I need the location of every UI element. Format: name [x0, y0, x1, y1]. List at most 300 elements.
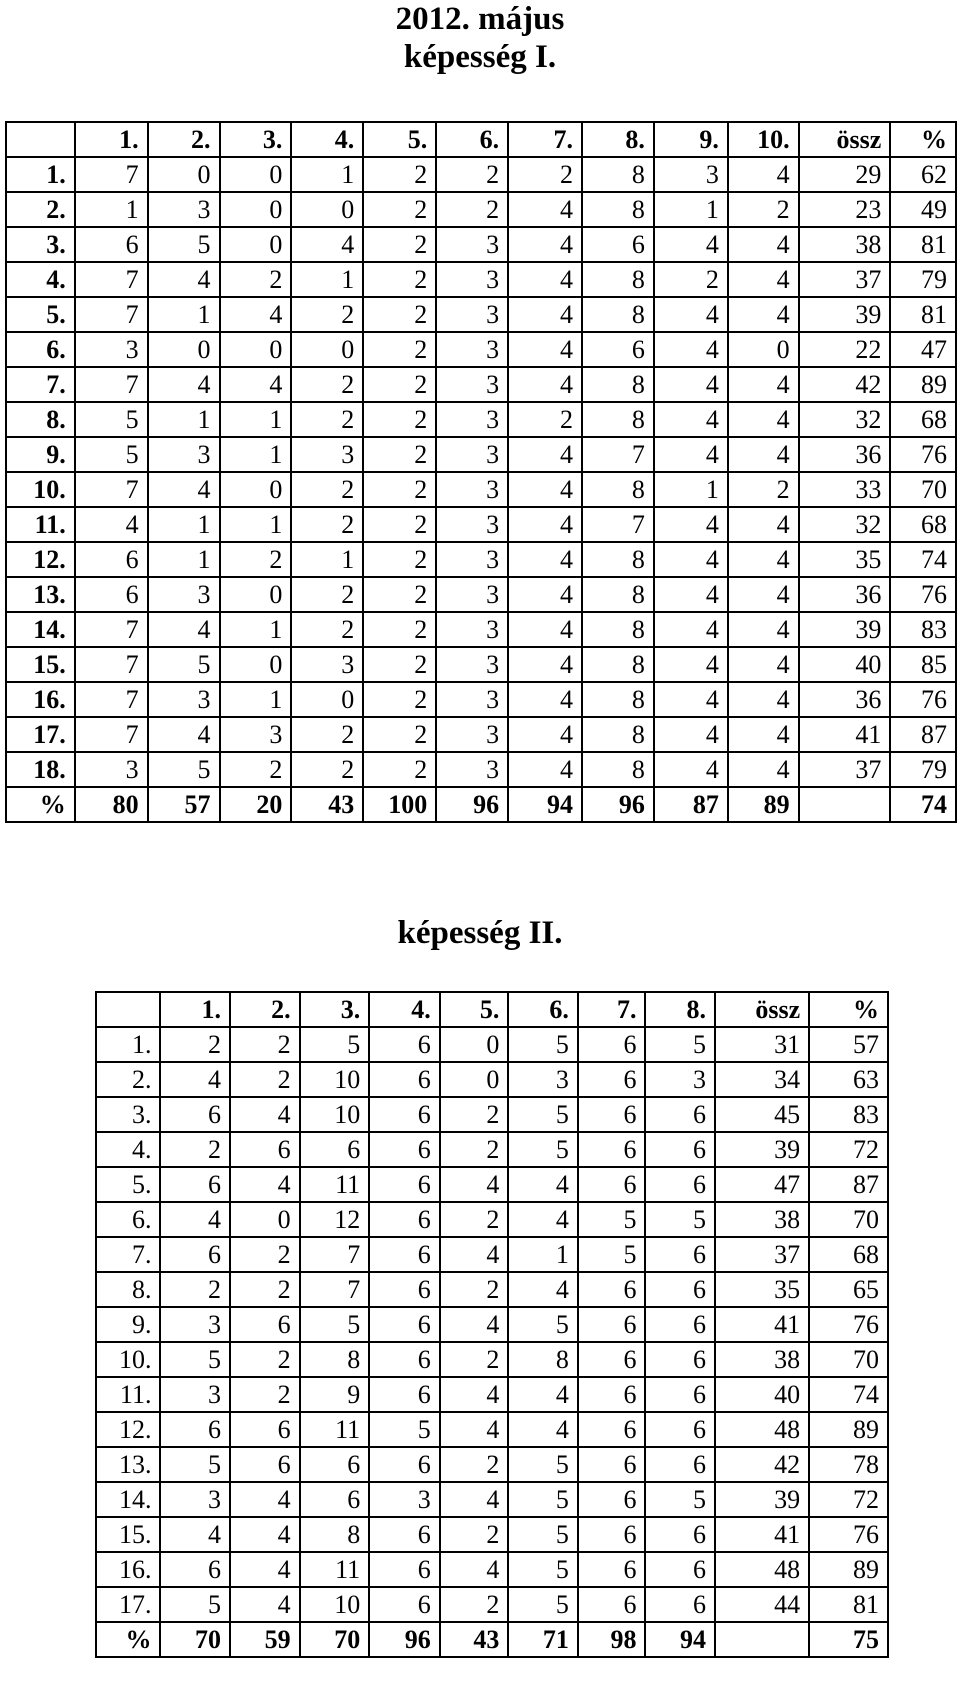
table-cell: 4: [654, 367, 728, 402]
table-cell: 98: [578, 1622, 646, 1657]
table-cell: 2: [291, 507, 363, 542]
row-label: 14.: [6, 612, 75, 647]
row-label: 4.: [96, 1132, 160, 1167]
table-cell: 4: [160, 1062, 230, 1097]
row-label: 5.: [96, 1167, 160, 1202]
row-label: 13.: [6, 577, 75, 612]
row-label: 5.: [6, 297, 75, 332]
table-cell: 3.: [300, 992, 370, 1027]
table-cell: 87: [809, 1167, 888, 1202]
row-label: [6, 122, 75, 157]
table-cell: 3: [436, 227, 508, 262]
table-cell: 4: [654, 332, 728, 367]
table-cell: 39: [715, 1482, 809, 1517]
table-cell: 6: [578, 1167, 646, 1202]
table-cell: 4: [508, 227, 582, 262]
table-cell: 4: [728, 507, 799, 542]
table-cell: 7: [75, 367, 148, 402]
table-cell: 49: [890, 192, 956, 227]
table-cell: 2: [291, 612, 363, 647]
table-cell: 2: [363, 507, 436, 542]
table-cell: 6: [578, 1412, 646, 1447]
table-cell: 5: [148, 647, 220, 682]
table-cell: 6: [369, 1062, 440, 1097]
table-cell: 5: [508, 1097, 578, 1132]
table-cell: 8: [300, 1342, 370, 1377]
table-cell: 4: [654, 717, 728, 752]
table-cell: 4.: [369, 992, 440, 1027]
table-cell: 39: [799, 297, 891, 332]
table-cell: 4: [508, 507, 582, 542]
table-row: [6, 577, 956, 612]
table-cell: 1: [220, 682, 292, 717]
table-cell: 3: [148, 682, 220, 717]
table-cell: 43: [440, 1622, 509, 1657]
table-cell: 0: [220, 192, 292, 227]
table-cell: 8: [582, 157, 654, 192]
table-cell: 37: [799, 752, 891, 787]
table-cell: 33: [799, 472, 891, 507]
table-cell: 4: [440, 1482, 509, 1517]
table-row: [96, 1132, 888, 1167]
table-cell: 79: [890, 262, 956, 297]
row-label: 18.: [6, 752, 75, 787]
table-cell: 5: [148, 227, 220, 262]
table-cell: 76: [890, 577, 956, 612]
table-cell: 2: [230, 1237, 300, 1272]
table-cell: 4: [291, 227, 363, 262]
table-cell: 68: [890, 507, 956, 542]
table-cell: 63: [809, 1062, 888, 1097]
table-cell: 3: [160, 1482, 230, 1517]
table-cell: 74: [809, 1377, 888, 1412]
table-cell: 70: [809, 1342, 888, 1377]
table-cell: 1: [220, 612, 292, 647]
table-cell: 3: [75, 752, 148, 787]
table-cell: 7.: [578, 992, 646, 1027]
table-cell: össz: [799, 122, 891, 157]
table-cell: 7: [300, 1237, 370, 1272]
table-cell: 94: [645, 1622, 715, 1657]
table-cell: 41: [799, 717, 891, 752]
table-cell: 2: [508, 157, 582, 192]
table-cell: 4: [440, 1552, 509, 1587]
table-cell: 2: [436, 192, 508, 227]
table-cell: 4: [508, 682, 582, 717]
table-cell: 8.: [582, 122, 654, 157]
table-cell: 6: [160, 1097, 230, 1132]
table-cell: 72: [809, 1132, 888, 1167]
table-cell: 2: [291, 297, 363, 332]
table-cell: 3: [436, 682, 508, 717]
table-cell: 2: [291, 717, 363, 752]
table-cell: 6: [645, 1342, 715, 1377]
table-cell: 4: [508, 1412, 578, 1447]
table-cell: 2: [160, 1272, 230, 1307]
table-cell: 5: [578, 1237, 646, 1272]
table-cell: 0: [440, 1062, 509, 1097]
table-cell: 4: [728, 227, 799, 262]
table-cell: 6: [578, 1447, 646, 1482]
table-cell: 59: [230, 1622, 300, 1657]
row-label: 13.: [96, 1447, 160, 1482]
table-cell: 8: [582, 577, 654, 612]
table-cell: 4: [654, 297, 728, 332]
table-cell: 2: [160, 1027, 230, 1062]
table-cell: 76: [890, 437, 956, 472]
table-cell: 5: [75, 437, 148, 472]
table-cell: 42: [799, 367, 891, 402]
table-cell: 0: [220, 647, 292, 682]
table-cell: 1: [220, 437, 292, 472]
table-cell: 8: [582, 717, 654, 752]
table-cell: 3: [369, 1482, 440, 1517]
table-cell: 7: [75, 472, 148, 507]
table-cell: 45: [715, 1097, 809, 1132]
table-cell: 1: [148, 297, 220, 332]
table-cell: 3: [148, 577, 220, 612]
row-label: 17.: [96, 1587, 160, 1622]
table-cell: 2: [230, 1377, 300, 1412]
table-cell: 76: [809, 1517, 888, 1552]
table-cell: 2: [363, 227, 436, 262]
table-cell: 6: [578, 1377, 646, 1412]
table-cell: 6: [578, 1517, 646, 1552]
table-cell: 57: [809, 1027, 888, 1062]
table-cell: 5: [508, 1552, 578, 1587]
table-cell: 6: [582, 332, 654, 367]
table-row: [96, 1097, 888, 1132]
table-cell: 4: [508, 367, 582, 402]
table-row: [6, 402, 956, 437]
table-cell: 35: [799, 542, 891, 577]
table-cell: 6: [578, 1062, 646, 1097]
table-cell: 0: [440, 1027, 509, 1062]
table-cell: 8: [582, 472, 654, 507]
table-cell: 20: [220, 787, 292, 822]
row-label: 10.: [6, 472, 75, 507]
table-cell: 1: [291, 542, 363, 577]
table-cell: 2: [230, 1272, 300, 1307]
row-label: 12.: [6, 542, 75, 577]
table-cell: 96: [436, 787, 508, 822]
table-cell: 2: [363, 157, 436, 192]
table-cell: 40: [715, 1377, 809, 1412]
table-cell: 87: [654, 787, 728, 822]
table-cell: 6: [578, 1272, 646, 1307]
table-cell: 36: [799, 577, 891, 612]
table-cell: 6: [645, 1272, 715, 1307]
table-cell: 6: [645, 1587, 715, 1622]
table-cell: 81: [890, 227, 956, 262]
table-row: [6, 332, 956, 367]
percent-row: [96, 1622, 888, 1657]
table-cell: 3: [436, 437, 508, 472]
table-cell: 6: [578, 1587, 646, 1622]
table-cell: 8: [582, 262, 654, 297]
table-cell: 23: [799, 192, 891, 227]
table-cell: 72: [809, 1482, 888, 1517]
table-cell: 2: [363, 647, 436, 682]
table-cell: 1.: [75, 122, 148, 157]
table-cell: 1: [220, 507, 292, 542]
table-cell: 2: [230, 1062, 300, 1097]
table-cell: 6: [160, 1552, 230, 1587]
table-row: [6, 647, 956, 682]
table-cell: 7: [582, 507, 654, 542]
table-cell: 4: [508, 577, 582, 612]
table-row: [6, 612, 956, 647]
table-cell: 3: [436, 402, 508, 437]
table-cell: 1: [220, 402, 292, 437]
table-cell: 3: [645, 1062, 715, 1097]
table-cell: 4: [440, 1307, 509, 1342]
table-cell: 4: [508, 437, 582, 472]
table-cell: 70: [300, 1622, 370, 1657]
table-cell: 2: [440, 1132, 509, 1167]
table-cell: 1: [148, 402, 220, 437]
table-cell: 4: [230, 1097, 300, 1132]
table-cell: 3: [436, 507, 508, 542]
table-cell: 3: [436, 262, 508, 297]
table-cell: 0: [728, 332, 799, 367]
table-cell: 0: [291, 332, 363, 367]
table-row: [96, 1027, 888, 1062]
table-cell: 4: [440, 1377, 509, 1412]
table-cell: 7: [75, 647, 148, 682]
table-cell: 6: [160, 1167, 230, 1202]
header-row: [96, 992, 888, 1027]
table-cell: 5.: [440, 992, 509, 1027]
table-cell: 2: [363, 612, 436, 647]
table-cell: 2: [363, 367, 436, 402]
table-cell: 83: [809, 1097, 888, 1132]
table-cell: 2: [220, 542, 292, 577]
page-title: 2012. május: [395, 1, 565, 37]
table-cell: 1: [148, 507, 220, 542]
table-cell: 1: [291, 262, 363, 297]
table-cell: 5: [148, 752, 220, 787]
table-cell: 7: [75, 157, 148, 192]
table-cell: 38: [715, 1202, 809, 1237]
table-cell: 6: [369, 1377, 440, 1412]
table-cell: 76: [890, 682, 956, 717]
table-cell: 2: [220, 752, 292, 787]
table-cell: 4: [508, 297, 582, 332]
table-cell: 6: [645, 1377, 715, 1412]
table-cell: [799, 787, 891, 822]
table-cell: 7: [75, 682, 148, 717]
row-label: 11.: [6, 507, 75, 542]
row-label: 8.: [6, 402, 75, 437]
table-cell: 5: [645, 1202, 715, 1237]
table-cell: 96: [582, 787, 654, 822]
table-cell: 3: [436, 367, 508, 402]
table-cell: 2: [291, 402, 363, 437]
table-row: [96, 1062, 888, 1097]
table-cell: 4: [148, 472, 220, 507]
table-cell: 34: [715, 1062, 809, 1097]
table-cell: 3: [436, 542, 508, 577]
table-cell: 6: [578, 1482, 646, 1517]
table-cell: 3: [75, 332, 148, 367]
table-cell: 89: [890, 367, 956, 402]
table-cell: 36: [799, 437, 891, 472]
table-cell: 47: [715, 1167, 809, 1202]
table-cell: 5: [369, 1412, 440, 1447]
table-cell: 2: [230, 1027, 300, 1062]
table-cell: 2: [363, 402, 436, 437]
table-cell: 3.: [220, 122, 292, 157]
table-cell: 3: [220, 717, 292, 752]
table-cell: 79: [890, 752, 956, 787]
table-cell: 6: [75, 542, 148, 577]
table-row: [96, 1447, 888, 1482]
table-cell: 2.: [148, 122, 220, 157]
table-cell: 4: [654, 227, 728, 262]
table-cell: 4: [654, 542, 728, 577]
table-cell: 0: [220, 227, 292, 262]
table-cell: 85: [890, 647, 956, 682]
table-cell: 4: [728, 682, 799, 717]
table-cell: 48: [715, 1412, 809, 1447]
table-cell: 70: [809, 1202, 888, 1237]
table-cell: 6: [578, 1027, 646, 1062]
table-cell: 6: [645, 1517, 715, 1552]
table-cell: 3: [436, 717, 508, 752]
table-cell: 74: [890, 542, 956, 577]
table-cell: 0: [220, 472, 292, 507]
table-cell: 1: [75, 192, 148, 227]
table-cell: 11: [300, 1412, 370, 1447]
table-cell: 4: [728, 647, 799, 682]
table-cell: 4: [728, 437, 799, 472]
table-cell: 43: [291, 787, 363, 822]
table-cell: 80: [75, 787, 148, 822]
table-cell: 89: [728, 787, 799, 822]
table-cell: 4: [440, 1237, 509, 1272]
row-label: 9.: [96, 1307, 160, 1342]
table-cell: 4: [654, 612, 728, 647]
row-label: 8.: [96, 1272, 160, 1307]
table-cell: 2: [363, 332, 436, 367]
table-cell: 3: [436, 752, 508, 787]
table-cell: 2: [363, 262, 436, 297]
table-cell: 4: [508, 192, 582, 227]
table-cell: 4: [160, 1517, 230, 1552]
table-cell: 48: [715, 1552, 809, 1587]
table-cell: 6.: [508, 992, 578, 1027]
table-cell: 35: [715, 1272, 809, 1307]
table-cell: 6: [230, 1132, 300, 1167]
table-cell: 83: [890, 612, 956, 647]
row-label: 3.: [96, 1097, 160, 1132]
table-row: [6, 682, 956, 717]
table-cell: 4: [728, 262, 799, 297]
table-cell: 6: [369, 1552, 440, 1587]
table-cell: 2.: [230, 992, 300, 1027]
row-label: 15.: [6, 647, 75, 682]
table-row: [96, 1587, 888, 1622]
table-row: [6, 717, 956, 752]
table-cell: 70: [160, 1622, 230, 1657]
table-cell: 0: [148, 332, 220, 367]
table-cell: 2: [728, 472, 799, 507]
percent-row: [6, 787, 956, 822]
table-cell: 2: [440, 1517, 509, 1552]
row-label: 3.: [6, 227, 75, 262]
table-cell: 6: [578, 1552, 646, 1587]
table-row: [6, 227, 956, 262]
table-row: [6, 752, 956, 787]
table-cell: 6: [300, 1447, 370, 1482]
row-label: 1.: [96, 1027, 160, 1062]
section-title-1: képesség I.: [403, 39, 557, 75]
table-cell: 3: [436, 332, 508, 367]
table-cell: 2: [363, 437, 436, 472]
table-cell: 3: [508, 1062, 578, 1097]
table-cell: 1: [291, 157, 363, 192]
table-cell: 3: [148, 437, 220, 472]
table-cell: 6: [75, 227, 148, 262]
table-cell: 87: [890, 717, 956, 752]
table-cell: 2: [654, 262, 728, 297]
table-cell: 0: [230, 1202, 300, 1237]
table-cell: 6: [578, 1342, 646, 1377]
table-cell: 4: [654, 577, 728, 612]
row-label: %: [96, 1622, 160, 1657]
table-cell: 6: [369, 1237, 440, 1272]
table-row: [6, 437, 956, 472]
table-cell: 44: [715, 1587, 809, 1622]
table-cell: 1: [148, 542, 220, 577]
table-cell: 2: [728, 192, 799, 227]
table-cell: 2: [363, 297, 436, 332]
section-title-2: képesség II.: [397, 915, 563, 951]
table-row: [6, 262, 956, 297]
table-cell: 4: [230, 1167, 300, 1202]
table-cell: 7: [75, 612, 148, 647]
table-cell: 8: [582, 752, 654, 787]
table-cell: 6: [369, 1097, 440, 1132]
table-cell: 32: [799, 402, 891, 437]
row-label: 2.: [6, 192, 75, 227]
table-cell: 2: [508, 402, 582, 437]
table-cell: [715, 1622, 809, 1657]
table-row: [96, 1237, 888, 1272]
table-cell: 0: [291, 682, 363, 717]
table-cell: 4: [508, 1167, 578, 1202]
row-label: 6.: [96, 1202, 160, 1237]
table-cell: 6: [300, 1132, 370, 1167]
row-label: 1.: [6, 157, 75, 192]
table-row: [96, 1202, 888, 1237]
table-cell: 2: [440, 1342, 509, 1377]
table-row: [96, 1552, 888, 1587]
table-cell: 1: [654, 192, 728, 227]
table-cell: 6: [369, 1272, 440, 1307]
table-cell: 7: [75, 297, 148, 332]
table-cell: 2: [363, 472, 436, 507]
table-cell: 4: [508, 752, 582, 787]
table-cell: 65: [809, 1272, 888, 1307]
table-cell: 3: [654, 157, 728, 192]
table-cell: 7: [75, 262, 148, 297]
table-cell: 4: [230, 1482, 300, 1517]
table-cell: 6: [75, 577, 148, 612]
table-cell: 4: [508, 1377, 578, 1412]
table-cell: 0: [291, 192, 363, 227]
